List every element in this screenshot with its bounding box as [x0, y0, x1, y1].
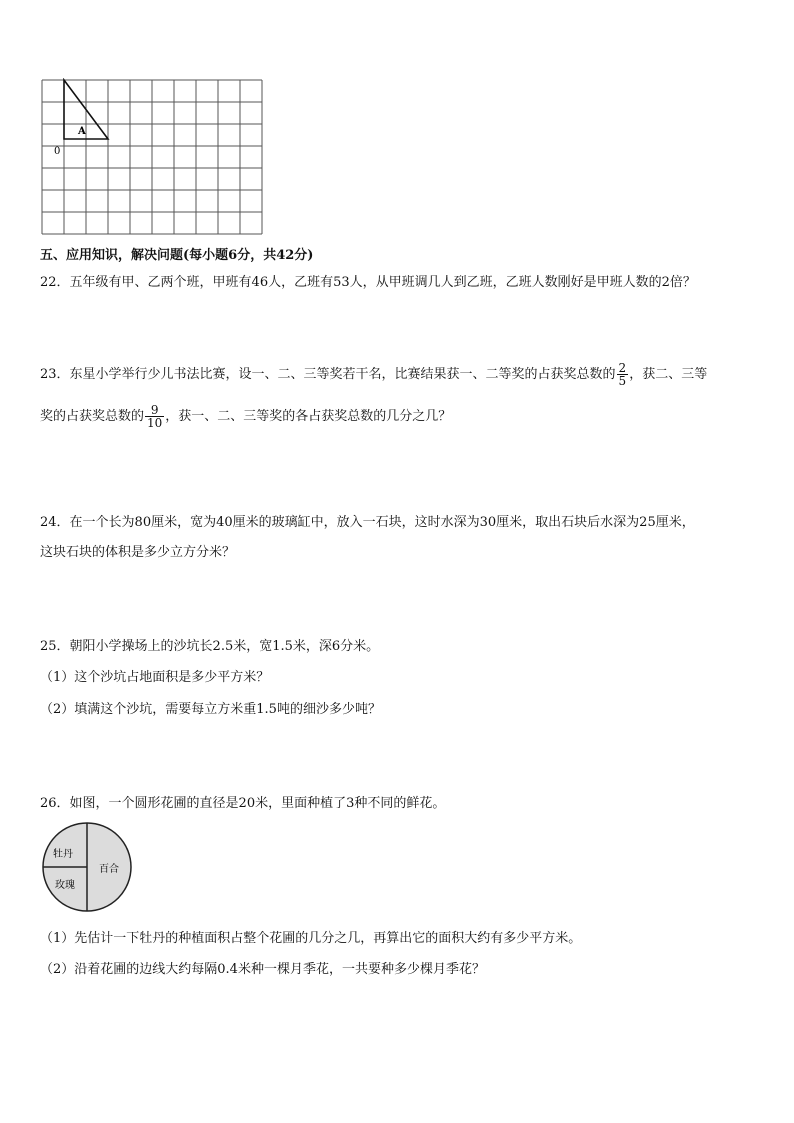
question-23-line2	[40, 404, 451, 429]
fraction-denominator: 5	[618, 374, 627, 388]
lily-label: 百合	[99, 864, 119, 875]
q23-text-b: ，获二、三等	[629, 367, 708, 382]
question-25-sub1: （1）这个沙坑占地面积是多少平方米？	[40, 670, 270, 685]
flower-bed-figure	[40, 820, 134, 914]
fraction-two-fifths	[617, 362, 629, 387]
question-25-sub2: （2）填满这个沙坑，需要每立方米重1.5吨的细沙多少吨？	[40, 702, 381, 717]
triangle-label: A	[78, 126, 86, 137]
flower-bed-svg	[40, 820, 134, 914]
question-25-stem: 25．朝阳小学操场上的沙坑长2.5米，宽1.5米，深6分米。	[40, 639, 380, 654]
question-26-sub2: （2）沿着花圃的边线大约每隔0.4米种一棵月季花，一共要种多少棵月季花？	[40, 962, 485, 977]
grid-lines	[42, 80, 262, 234]
q23-text-d: ，获一、二、三等奖的各占获奖总数的几分之几？	[165, 409, 452, 424]
peony-label: 牡丹	[53, 849, 73, 860]
question-26-sub1: （1）先估计一下牡丹的种植面积占整个花圃的几分之几，再算出它的面积大约有多少平方米。	[40, 931, 582, 946]
q23-text-a: 23．东星小学举行少儿书法比赛，设一、二、三等奖若干名，比赛结果获一、二等奖的占获奖总数的	[40, 367, 616, 382]
coordinate-grid-figure	[40, 78, 268, 236]
section-title: 五、应用知识，解决问题(每小题6分，共42分)	[40, 248, 314, 263]
question-23-line1	[40, 362, 707, 387]
fraction-numerator: 9	[145, 404, 164, 417]
fraction-nine-tenths	[145, 404, 164, 429]
q23-text-c: 奖的占获奖总数的	[40, 409, 145, 424]
origin-label: 0	[54, 146, 61, 157]
rose-label: 玫瑰	[55, 880, 75, 891]
grid-svg	[40, 78, 268, 236]
question-26-stem: 26．如图，一个圆形花圃的直径是20米，里面种植了3种不同的鲜花。	[40, 796, 446, 811]
fraction-denominator: 10	[147, 416, 163, 430]
question-24-line2: 这块石块的体积是多少立方分米？	[40, 545, 236, 560]
question-22: 22．五年级有甲、乙两个班，甲班有46人，乙班有53人，从甲班调几人到乙班，乙班人数刚好是甲班人数的2倍？	[40, 275, 696, 290]
question-24-line1: 24．在一个长为80厘米，宽为40厘米的玻璃缸中，放入一石块，这时水深为30厘米，取出石块后水深为25厘米，	[40, 515, 695, 530]
fraction-numerator: 2	[618, 361, 627, 375]
